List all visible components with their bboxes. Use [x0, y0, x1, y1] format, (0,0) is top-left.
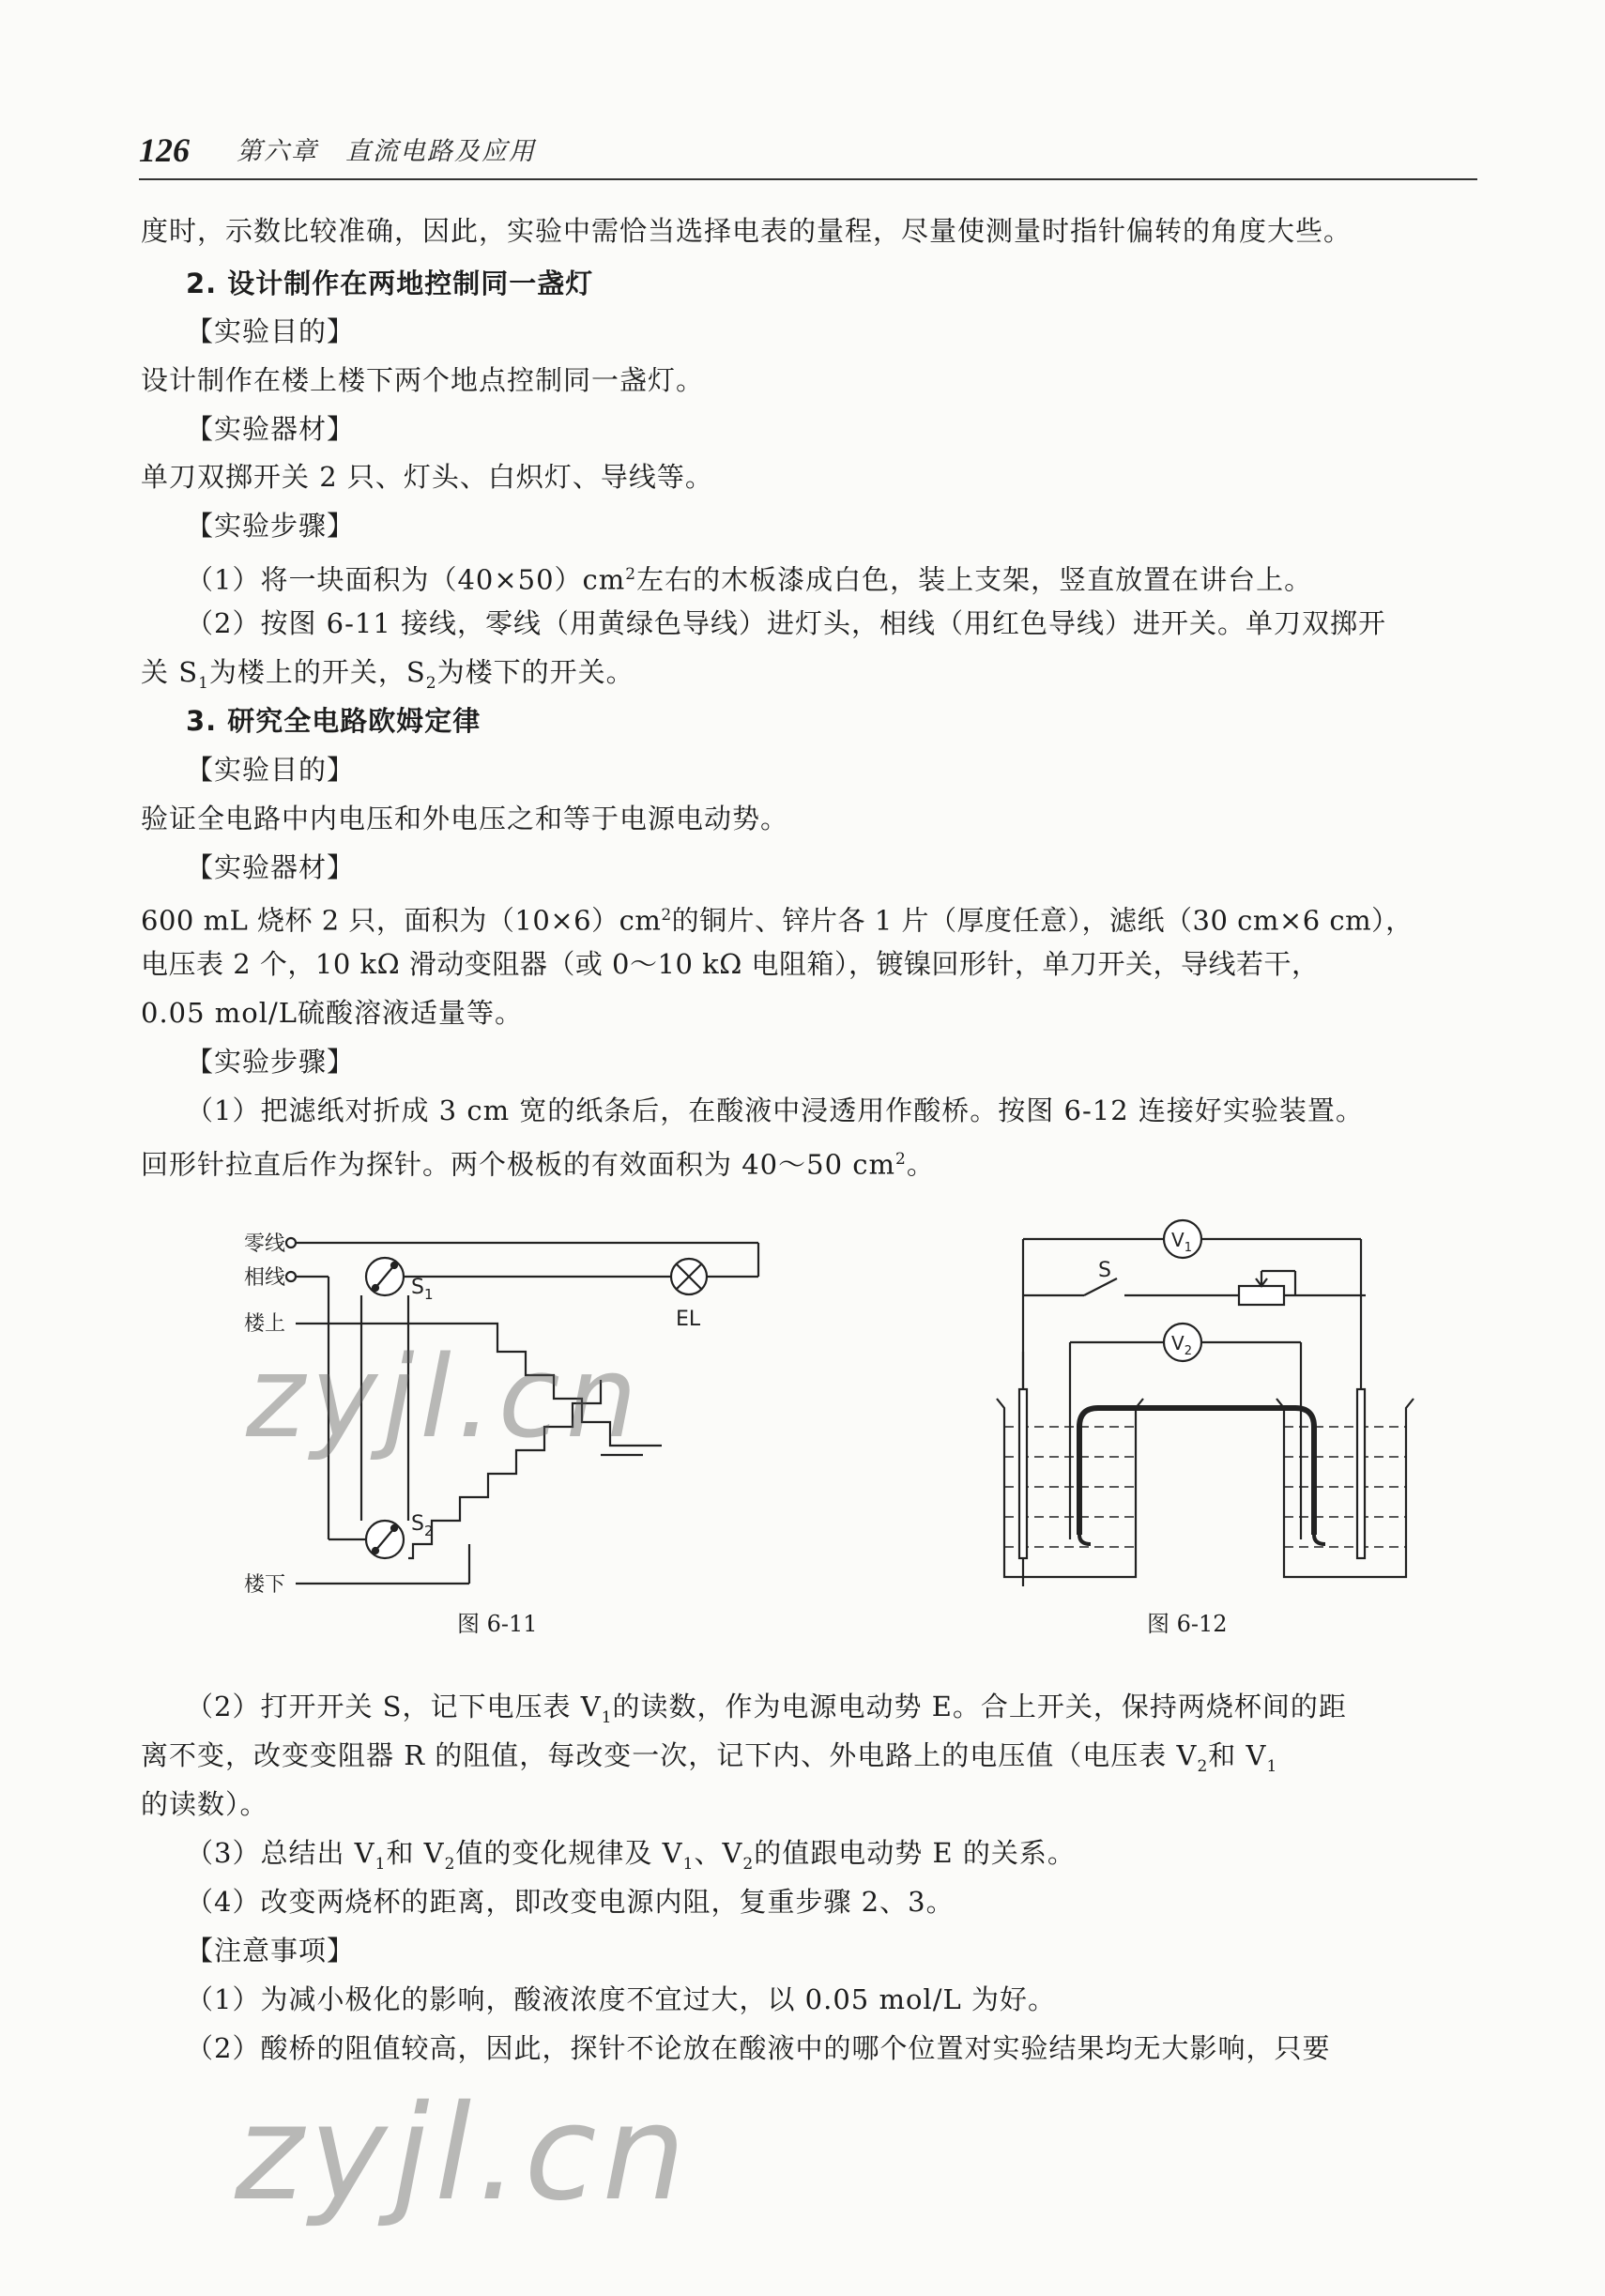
- note-2: （2）酸桥的阻值较高，因此，探针不论放在酸液中的哪个位置对实验结果均无大影响，只要: [186, 2032, 1331, 2064]
- label-neutral: 零线: [244, 1232, 286, 1256]
- s3-step-1-cont: 回形针拉直后作为探针。两个极板的有效面积为 40～50 $cm^2$。: [141, 1148, 935, 1181]
- s2-step-1: （1）将一块面积为$(40\times 50)cm^2$左右的木板漆成白色，装上支架，竖直放置在讲台上。: [186, 563, 1313, 596]
- label-upstairs: 楼上: [244, 1312, 286, 1336]
- page-number: 126: [139, 131, 190, 169]
- label-live: 相线: [244, 1266, 286, 1290]
- s2-steps-heading: 【实验步骤】: [186, 510, 356, 542]
- s3-equipment-line-3: 0.05 mol/L硫酸溶液适量等。: [141, 997, 524, 1029]
- caption-fig-6-12: 图 6-12: [1147, 1611, 1228, 1637]
- watermark-upper: zyjl.cn: [246, 1333, 643, 1463]
- chapter-title: 第六章 直流电路及应用: [237, 137, 536, 166]
- s3-step-4: （4）改变两烧杯的距离，即改变电源内阻，复重步骤 2、3。: [186, 1886, 955, 1918]
- watermark-lower: zyjl.cn: [235, 2077, 692, 2230]
- s3-step-2-cont-2: 的读数）。: [141, 1788, 268, 1820]
- running-header: [139, 130, 1477, 180]
- label-v2: $V_2$: [1171, 1332, 1192, 1358]
- figure-6-12-apparatus: [986, 1211, 1474, 1596]
- s2-purpose: 设计制作在楼上楼下两个地点控制同一盏灯。: [141, 364, 705, 396]
- s2-purpose-heading: 【实验目的】: [186, 315, 356, 347]
- s3-purpose-heading: 【实验目的】: [186, 754, 356, 786]
- caption-fig-6-11: 图 6-11: [457, 1611, 538, 1637]
- s3-step-2: （2）打开开关 S，记下电压表 $V_1$的读数，作为电源电动势 E。合上开关，保持两烧杯间的距: [186, 1691, 1347, 1727]
- notes-heading: 【注意事项】: [186, 1935, 356, 1967]
- s2-step-2-cont: 关 $S_1$为楼上的开关，$S_2$为楼下的开关。: [141, 656, 634, 693]
- s2-step-2: （2）按图 6-11 接线，零线（用黄绿色导线）进灯头，相线（用红色导线）进开关。单刀双掷开: [186, 607, 1387, 639]
- s3-step-3: （3）总结出 $V_1$和 $V_2$值的变化规律及 $V_1$、$V_2$的值跟电动势 E 的关系。: [186, 1837, 1076, 1874]
- s2-equipment: 单刀双掷开关 2 只、灯头、白炽灯、导线等。: [141, 461, 713, 493]
- s3-equipment-line-1: 600 mL 烧杯 2 只，面积为$(10\times 6)cm^2$的铜片、锌片各 1 片（厚度任意），滤纸（30 cm×6 cm），: [141, 904, 1414, 937]
- label-lamp: EL: [676, 1308, 701, 1331]
- s3-step-2-cont-1: 离不变，改变变阻器 R 的阻值，每改变一次，记下内、外电路上的电压值（电压表 $V_2$和 $V_1$: [141, 1739, 1278, 1776]
- s3-steps-heading: 【实验步骤】: [186, 1046, 356, 1078]
- s3-equipment-line-2: 电压表 2 个，10 kΩ 滑动变阻器（或 0～10 kΩ 电阻箱），镀镍回形针，单刀开关，导线若干，: [141, 948, 1320, 980]
- label-s2: $S_2$: [411, 1512, 434, 1539]
- label-s1: $S_1$: [411, 1276, 434, 1303]
- paragraph-line: 度时，示数比较准确，因此，实验中需恰当选择电表的量程，尽量使测量时指针偏转的角度大些。: [141, 215, 1353, 247]
- section-3-title: 3. 研究全电路欧姆定律: [186, 705, 482, 737]
- label-v1: $V_1$: [1171, 1229, 1192, 1255]
- section-2-title: 2. 设计制作在两地控制同一盏灯: [186, 268, 594, 299]
- note-1: （1）为减小极化的影响，酸液浓度不宜过大，以 0.05 mol/L 为好。: [186, 1983, 1056, 2015]
- label-switch: S: [1098, 1259, 1111, 1282]
- s3-purpose: 验证全电路中内电压和外电压之和等于电源电动势。: [141, 803, 789, 834]
- s3-equipment-heading: 【实验器材】: [186, 851, 356, 883]
- s2-equipment-heading: 【实验器材】: [186, 413, 356, 445]
- label-downstairs: 楼下: [244, 1573, 286, 1597]
- s3-step-1: （1）把滤纸对折成 3 cm 宽的纸条后，在酸液中浸透用作酸桥。按图 6-12 连接好实验装置。: [186, 1094, 1364, 1126]
